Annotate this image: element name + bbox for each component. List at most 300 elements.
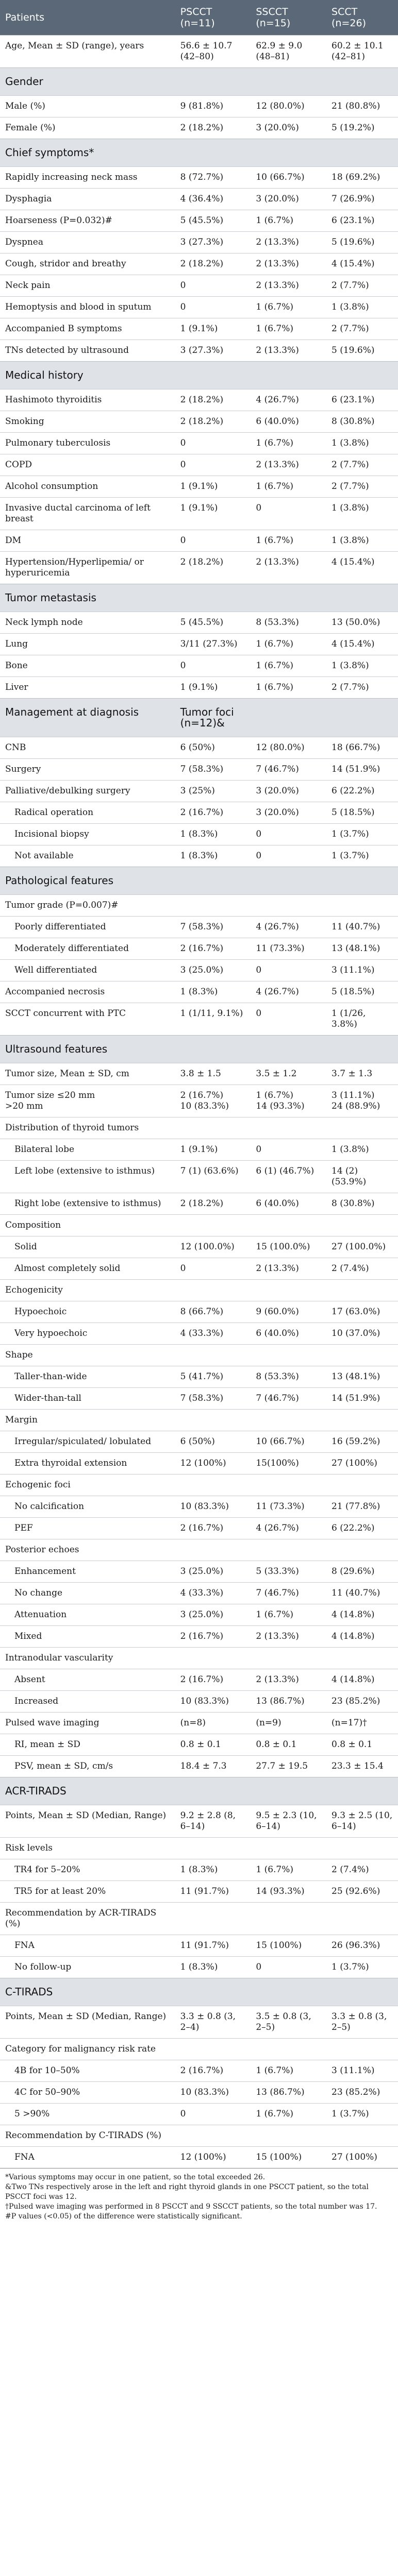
table-row bbox=[0, 96, 398, 117]
cell-value: 0.8 ± 0.1 bbox=[326, 1734, 398, 1756]
footnotes bbox=[0, 2168, 398, 2226]
cell-value: 0 bbox=[251, 498, 326, 530]
cell-value bbox=[175, 1475, 251, 1496]
cell-value: 1 (9.1%) bbox=[175, 498, 251, 530]
cell-value: 2 (18.2%) bbox=[175, 117, 251, 139]
cell-value: 0 bbox=[251, 845, 326, 867]
cell-value: 4 (15.4%) bbox=[326, 253, 398, 275]
cell-value: 3 (11.1%) bbox=[326, 2060, 398, 2082]
header-cell: SCCT (n=26) bbox=[326, 0, 398, 36]
row-label: FNA bbox=[0, 2147, 175, 2168]
cell-value: 3/11 (27.3%) bbox=[175, 634, 251, 655]
section-title: ACR-TIRADS bbox=[0, 1777, 398, 1805]
table-row bbox=[0, 498, 398, 530]
cell-value: 21 (80.8%) bbox=[326, 96, 398, 117]
section-spacer bbox=[251, 699, 398, 737]
table-row bbox=[0, 1475, 398, 1496]
table-row bbox=[0, 1935, 398, 1957]
section-title: Ultrasound features bbox=[0, 1036, 398, 1063]
cell-value bbox=[326, 1475, 398, 1496]
cell-value: 2 (16.7%) bbox=[175, 1626, 251, 1648]
table-row bbox=[0, 655, 398, 677]
cell-value bbox=[251, 1475, 326, 1496]
table-row bbox=[0, 253, 398, 275]
cell-value: 23 (85.2%) bbox=[326, 2082, 398, 2104]
cell-value: 27 (100%) bbox=[326, 2147, 398, 2168]
cell-value: 2 (7.4%) bbox=[326, 1859, 398, 1881]
cell-value bbox=[251, 1648, 326, 1669]
row-label: PEF bbox=[0, 1518, 175, 1539]
cell-value: 1 (3.8%) bbox=[326, 655, 398, 677]
cell-value: 2 (18.2%) bbox=[175, 389, 251, 411]
cell-value: 27 (100.0%) bbox=[326, 1236, 398, 1258]
cell-value: 2 (18.2%) bbox=[175, 253, 251, 275]
table-row bbox=[0, 1301, 398, 1323]
cell-value: 1 (3.8%) bbox=[326, 433, 398, 454]
cell-value: 1 (6.7%) bbox=[251, 2104, 326, 2125]
table-row bbox=[0, 1756, 398, 1777]
cell-value: 4 (14.8%) bbox=[326, 1604, 398, 1626]
cell-value: 0 bbox=[251, 1139, 326, 1161]
cell-value: 7 (58.3%) bbox=[175, 1388, 251, 1410]
table-row bbox=[0, 1903, 398, 1935]
row-label: Echogenicity bbox=[0, 1280, 175, 1301]
cell-value: 3.5 ± 0.8 (3, 2–5) bbox=[251, 2006, 326, 2039]
cell-value: 1 (6.7%) bbox=[251, 1859, 326, 1881]
cell-value: 15 (100%) bbox=[251, 2147, 326, 2168]
cell-value: 3.7 ± 1.3 bbox=[326, 1063, 398, 1085]
table-row bbox=[0, 1236, 398, 1258]
cell-value: 0.8 ± 0.1 bbox=[251, 1734, 326, 1756]
table-row bbox=[0, 1258, 398, 1280]
table-row bbox=[0, 1539, 398, 1561]
table-row bbox=[0, 1669, 398, 1691]
cell-value: 1 (3.8%) bbox=[326, 297, 398, 318]
cell-value: 5 (19.6%) bbox=[326, 232, 398, 253]
cell-value: 6 (23.1%) bbox=[326, 389, 398, 411]
row-label: FNA bbox=[0, 1935, 175, 1957]
cell-value: 1 (1/11, 9.1%) bbox=[175, 1003, 251, 1036]
cell-value: 10 (37.0%) bbox=[326, 1323, 398, 1345]
cell-value: 4 (26.7%) bbox=[251, 981, 326, 1003]
header-cell: Patients bbox=[0, 0, 175, 36]
row-label: PSV, mean ± SD, cm/s bbox=[0, 1756, 175, 1777]
cell-value: 1 (8.3%) bbox=[175, 1859, 251, 1881]
footnote: *Various symptoms may occur in one patient, so the total exceeded 26. bbox=[5, 2173, 266, 2181]
section-title: Pathological features bbox=[0, 867, 398, 895]
row-label: Pulsed wave imaging bbox=[0, 1713, 175, 1734]
row-label: Extra thyroidal extension bbox=[0, 1453, 175, 1475]
table-row bbox=[0, 1626, 398, 1648]
cell-value: 4 (14.8%) bbox=[326, 1626, 398, 1648]
row-label: Tumor grade (P=0.007)# bbox=[0, 895, 175, 917]
cell-value bbox=[251, 1838, 326, 1859]
cell-value: 27 (100%) bbox=[326, 1453, 398, 1475]
cell-value: 13 (50.0%) bbox=[326, 612, 398, 634]
cell-value: 8 (53.3%) bbox=[251, 612, 326, 634]
row-label: Lung bbox=[0, 634, 175, 655]
cell-value: 7 (46.7%) bbox=[251, 1583, 326, 1604]
cell-value: 13 (86.7%) bbox=[251, 1691, 326, 1713]
cell-value bbox=[251, 2125, 326, 2147]
row-label: Liver bbox=[0, 677, 175, 699]
cell-value: 0.8 ± 0.1 bbox=[175, 1734, 251, 1756]
cell-value: 5 (45.5%) bbox=[175, 612, 251, 634]
row-label: Accompanied necrosis bbox=[0, 981, 175, 1003]
cell-value: 10 (83.3%) bbox=[175, 2082, 251, 2104]
cell-value: 2 (7.7%) bbox=[326, 476, 398, 498]
table-row bbox=[0, 612, 398, 634]
cell-value bbox=[251, 1117, 326, 1139]
row-label: Neck pain bbox=[0, 275, 175, 297]
section-row bbox=[0, 68, 398, 96]
table-row bbox=[0, 1410, 398, 1431]
cell-value: 26 (96.3%) bbox=[326, 1935, 398, 1957]
table-row bbox=[0, 1085, 398, 1117]
row-label: Incisional biopsy bbox=[0, 824, 175, 845]
section-row bbox=[0, 1036, 398, 1063]
cell-value: 1 (6.7%) bbox=[251, 433, 326, 454]
section-row bbox=[0, 139, 398, 167]
table-row bbox=[0, 275, 398, 297]
cell-value: 5 (18.5%) bbox=[326, 981, 398, 1003]
footnote: #P values (<0.05) of the difference were statistically significant. bbox=[5, 2212, 242, 2221]
row-label: Left lobe (extensive to isthmus) bbox=[0, 1161, 175, 1193]
row-label: Enhancement bbox=[0, 1561, 175, 1583]
table-row bbox=[0, 759, 398, 781]
cell-value: 3.5 ± 1.2 bbox=[251, 1063, 326, 1085]
cell-value: 2 (16.7%) bbox=[175, 2060, 251, 2082]
cell-value bbox=[326, 2039, 398, 2060]
row-label: No change bbox=[0, 1583, 175, 1604]
cell-value: 1 (3.7%) bbox=[326, 2104, 398, 2125]
table-row bbox=[0, 232, 398, 253]
section-title: Gender bbox=[0, 68, 398, 96]
table-row bbox=[0, 167, 398, 189]
cell-value: (n=8) bbox=[175, 1713, 251, 1734]
cell-value: 4 (33.3%) bbox=[175, 1323, 251, 1345]
cell-value: 6 (1) (46.7%) bbox=[251, 1161, 326, 1193]
cell-value: (n=9) bbox=[251, 1713, 326, 1734]
cell-value: 1 (3.8%) bbox=[326, 530, 398, 552]
cell-value bbox=[175, 1345, 251, 1366]
row-label: No follow-up bbox=[0, 1957, 175, 1978]
cell-value: 17 (63.0%) bbox=[326, 1301, 398, 1323]
cell-value: 1 (6.7%) bbox=[251, 530, 326, 552]
table-row bbox=[0, 1691, 398, 1713]
row-label: Accompanied B symptoms bbox=[0, 318, 175, 340]
table-row bbox=[0, 389, 398, 411]
table-row bbox=[0, 2082, 398, 2104]
table-row bbox=[0, 189, 398, 210]
cell-value: 7 (58.3%) bbox=[175, 917, 251, 938]
table-row bbox=[0, 1734, 398, 1756]
cell-value: 4 (26.7%) bbox=[251, 1518, 326, 1539]
row-label: Hoarseness (P=0.032)# bbox=[0, 210, 175, 232]
row-label: Risk levels bbox=[0, 1838, 175, 1859]
section-row bbox=[0, 584, 398, 612]
cell-value: 1 (3.8%) bbox=[326, 498, 398, 530]
row-label: Hypoechoic bbox=[0, 1301, 175, 1323]
table-row bbox=[0, 476, 398, 498]
row-label: Surgery bbox=[0, 759, 175, 781]
row-label: TR4 for 5–20% bbox=[0, 1859, 175, 1881]
table-row bbox=[0, 1003, 398, 1036]
row-label: Radical operation bbox=[0, 802, 175, 824]
cell-value: 2 (16.7%) 10 (83.3%) bbox=[175, 1085, 251, 1117]
table-row bbox=[0, 411, 398, 433]
cell-value: 4 (15.4%) bbox=[326, 634, 398, 655]
cell-value: 1 (9.1%) bbox=[175, 1139, 251, 1161]
cell-value: 0 bbox=[175, 2104, 251, 2125]
table-row bbox=[0, 1431, 398, 1453]
cell-value: 0 bbox=[251, 1957, 326, 1978]
cell-value: 9 (60.0%) bbox=[251, 1301, 326, 1323]
table-row bbox=[0, 1280, 398, 1301]
footnote: &Two TNs respectively arose in the left and right thyroid glands in one PSCCT patient, so the total PSCCT foci was 12. bbox=[5, 2183, 369, 2201]
cell-value: 2 (18.2%) bbox=[175, 1193, 251, 1215]
cell-value: 3 (11.1%) bbox=[326, 960, 398, 981]
table-row bbox=[0, 1161, 398, 1193]
cell-value bbox=[175, 1410, 251, 1431]
table-row bbox=[0, 117, 398, 139]
table-row bbox=[0, 2060, 398, 2082]
table-row bbox=[0, 1193, 398, 1215]
cell-value: 1 (8.3%) bbox=[175, 824, 251, 845]
table-row bbox=[0, 1881, 398, 1903]
section-title: Medical history bbox=[0, 362, 398, 389]
cell-value: 23 (85.2%) bbox=[326, 1691, 398, 1713]
cell-value: 5 (18.5%) bbox=[326, 802, 398, 824]
cell-value bbox=[175, 1838, 251, 1859]
cell-value: 8 (72.7%) bbox=[175, 167, 251, 189]
cell-value: 12 (80.0%) bbox=[251, 737, 326, 759]
row-label: Increased bbox=[0, 1691, 175, 1713]
cell-value: 1 (6.7%) bbox=[251, 1604, 326, 1626]
cell-value: 4 (36.4%) bbox=[175, 189, 251, 210]
cell-value: 60.2 ± 10.1 (42–81) bbox=[326, 36, 398, 68]
table-row bbox=[0, 1366, 398, 1388]
cell-value: 2 (7.7%) bbox=[326, 454, 398, 476]
cell-value: 1 (8.3%) bbox=[175, 845, 251, 867]
cell-value: 5 (41.7%) bbox=[175, 1366, 251, 1388]
table-row bbox=[0, 1805, 398, 1838]
cell-value bbox=[326, 1280, 398, 1301]
cell-value: 2 (13.3%) bbox=[251, 275, 326, 297]
cell-value: 14 (51.9%) bbox=[326, 1388, 398, 1410]
row-label: 5 >90% bbox=[0, 2104, 175, 2125]
cell-value: 14 (2) (53.9%) bbox=[326, 1161, 398, 1193]
row-label: Male (%) bbox=[0, 96, 175, 117]
table-row bbox=[0, 1453, 398, 1475]
row-label: Points, Mean ± SD (Median, Range) bbox=[0, 2006, 175, 2039]
cell-value bbox=[251, 1345, 326, 1366]
table-row bbox=[0, 802, 398, 824]
cell-value: 1 (6.7%) bbox=[251, 655, 326, 677]
row-label: Taller-than-wide bbox=[0, 1366, 175, 1388]
row-label: Right lobe (extensive to isthmus) bbox=[0, 1193, 175, 1215]
table-row bbox=[0, 1345, 398, 1366]
row-label: Tumor size ≤20 mm >20 mm bbox=[0, 1085, 175, 1117]
table-row bbox=[0, 1139, 398, 1161]
cell-value: 11 (73.3%) bbox=[251, 1496, 326, 1518]
cell-value: 0 bbox=[251, 960, 326, 981]
cell-value: 15 (100%) bbox=[251, 1935, 326, 1957]
row-label: Recommendation by C-TIRADS (%) bbox=[0, 2125, 175, 2147]
cell-value: 2 (16.7%) bbox=[175, 1669, 251, 1691]
cell-value: 2 (16.7%) bbox=[175, 938, 251, 960]
table-row bbox=[0, 36, 398, 68]
cell-value bbox=[251, 1539, 326, 1561]
table-row bbox=[0, 1648, 398, 1669]
table-row bbox=[0, 433, 398, 454]
table-row bbox=[0, 895, 398, 917]
cell-value: 5 (19.6%) bbox=[326, 340, 398, 362]
cell-value bbox=[251, 1215, 326, 1236]
table-row bbox=[0, 1063, 398, 1085]
cell-value: 5 (45.5%) bbox=[175, 210, 251, 232]
cell-value: 2 (13.3%) bbox=[251, 340, 326, 362]
cell-value: 16 (59.2%) bbox=[326, 1431, 398, 1453]
section-title: Tumor metastasis bbox=[0, 584, 398, 612]
cell-value: 7 (46.7%) bbox=[251, 759, 326, 781]
section-row bbox=[0, 699, 398, 737]
cell-value: 1 (8.3%) bbox=[175, 981, 251, 1003]
table-row bbox=[0, 1215, 398, 1236]
row-label: Recommendation by ACR-TIRADS (%) bbox=[0, 1903, 175, 1935]
cell-value: 18 (66.7%) bbox=[326, 737, 398, 759]
cell-value: 15(100%) bbox=[251, 1453, 326, 1475]
cell-value: 2 (13.3%) bbox=[251, 253, 326, 275]
cell-value bbox=[326, 1539, 398, 1561]
table-row bbox=[0, 297, 398, 318]
cell-value bbox=[175, 1117, 251, 1139]
row-label: Points, Mean ± SD (Median, Range) bbox=[0, 1805, 175, 1838]
table-row bbox=[0, 960, 398, 981]
row-label: No calcification bbox=[0, 1496, 175, 1518]
cell-value: 13 (48.1%) bbox=[326, 1366, 398, 1388]
table-row bbox=[0, 677, 398, 699]
cell-value: 1 (3.7%) bbox=[326, 824, 398, 845]
cell-value: 12 (80.0%) bbox=[251, 96, 326, 117]
row-label: Echogenic foci bbox=[0, 1475, 175, 1496]
cell-value: 3 (25.0%) bbox=[175, 960, 251, 981]
table-row bbox=[0, 1117, 398, 1139]
cell-value: 3 (25.0%) bbox=[175, 1561, 251, 1583]
cell-value: 8 (66.7%) bbox=[175, 1301, 251, 1323]
row-label: Hashimoto thyroiditis bbox=[0, 389, 175, 411]
cell-value bbox=[175, 2125, 251, 2147]
cell-value: 14 (93.3%) bbox=[251, 1881, 326, 1903]
cell-value bbox=[326, 2125, 398, 2147]
cell-value: 5 (19.2%) bbox=[326, 117, 398, 139]
cell-value: 10 (83.3%) bbox=[175, 1691, 251, 1713]
cell-value: 7 (46.7%) bbox=[251, 1388, 326, 1410]
cell-value: 0 bbox=[175, 433, 251, 454]
cell-value: 2 (13.3%) bbox=[251, 232, 326, 253]
cell-value: 1 (6.7%) bbox=[251, 677, 326, 699]
cell-value: 2 (16.7%) bbox=[175, 1518, 251, 1539]
cell-value: 3.3 ± 0.8 (3, 2–4) bbox=[175, 2006, 251, 2039]
cell-value: 10 (83.3%) bbox=[175, 1496, 251, 1518]
cell-value: 1 (1/26, 3.8%) bbox=[326, 1003, 398, 1036]
cell-value: 2 (13.3%) bbox=[251, 1258, 326, 1280]
cell-value: 4 (26.7%) bbox=[251, 917, 326, 938]
cell-value: 0 bbox=[175, 297, 251, 318]
cell-value: 15 (100.0%) bbox=[251, 1236, 326, 1258]
cell-value: 1 (3.7%) bbox=[326, 1957, 398, 1978]
cell-value bbox=[175, 1903, 251, 1935]
cell-value: 2 (7.4%) bbox=[326, 1258, 398, 1280]
cell-value: 0 bbox=[175, 1258, 251, 1280]
cell-value: 18 (69.2%) bbox=[326, 167, 398, 189]
row-label: Margin bbox=[0, 1410, 175, 1431]
table-row bbox=[0, 781, 398, 802]
row-label: Rapidly increasing neck mass bbox=[0, 167, 175, 189]
table-row bbox=[0, 2147, 398, 2168]
cell-value bbox=[326, 1903, 398, 1935]
table-row bbox=[0, 634, 398, 655]
cell-value: 2 (16.7%) bbox=[175, 802, 251, 824]
section-title: Management at diagnosis bbox=[0, 699, 175, 737]
cell-value: 4 (15.4%) bbox=[326, 552, 398, 584]
cell-value: 0 bbox=[175, 275, 251, 297]
cell-value: (n=17)† bbox=[326, 1713, 398, 1734]
cell-value: 6 (22.2%) bbox=[326, 1518, 398, 1539]
cell-value: 2 (7.7%) bbox=[326, 318, 398, 340]
table-row bbox=[0, 1583, 398, 1604]
cell-value: 12 (100%) bbox=[175, 1453, 251, 1475]
cell-value: 1 (9.1%) bbox=[175, 677, 251, 699]
cell-value: 9 (81.8%) bbox=[175, 96, 251, 117]
table-row bbox=[0, 1518, 398, 1539]
cell-value: 1 (3.8%) bbox=[326, 1139, 398, 1161]
cell-value: 3 (20.0%) bbox=[251, 117, 326, 139]
row-label: Mixed bbox=[0, 1626, 175, 1648]
cell-value: 6 (40.0%) bbox=[251, 1323, 326, 1345]
table-row bbox=[0, 530, 398, 552]
cell-value: 10 (66.7%) bbox=[251, 1431, 326, 1453]
row-label: Hemoptysis and blood in sputum bbox=[0, 297, 175, 318]
table-row bbox=[0, 917, 398, 938]
cell-value bbox=[251, 1903, 326, 1935]
cell-value bbox=[326, 895, 398, 917]
row-label: Irregular/spiculated/ lobulated bbox=[0, 1431, 175, 1453]
cell-value: 4 (33.3%) bbox=[175, 1583, 251, 1604]
cell-value: 2 (13.3%) bbox=[251, 552, 326, 584]
cell-value bbox=[175, 1648, 251, 1669]
cell-value: 3 (20.0%) bbox=[251, 802, 326, 824]
table-row bbox=[0, 1838, 398, 1859]
table-row bbox=[0, 824, 398, 845]
cell-value: 3 (27.3%) bbox=[175, 232, 251, 253]
cell-value bbox=[326, 1648, 398, 1669]
cell-value: 1 (3.7%) bbox=[326, 845, 398, 867]
row-label: TNs detected by ultrasound bbox=[0, 340, 175, 362]
table-row bbox=[0, 2006, 398, 2039]
table-row bbox=[0, 2039, 398, 2060]
cell-value: 0 bbox=[175, 655, 251, 677]
row-label: Poorly differentiated bbox=[0, 917, 175, 938]
cell-value bbox=[326, 1345, 398, 1366]
table-row bbox=[0, 2125, 398, 2147]
row-label: Smoking bbox=[0, 411, 175, 433]
row-label: 4B for 10–50% bbox=[0, 2060, 175, 2082]
row-label: Palliative/debulking surgery bbox=[0, 781, 175, 802]
row-label: Neck lymph node bbox=[0, 612, 175, 634]
cell-value: 1 (6.7%) 14 (93.3%) bbox=[251, 1085, 326, 1117]
cell-value: 6 (50%) bbox=[175, 1431, 251, 1453]
